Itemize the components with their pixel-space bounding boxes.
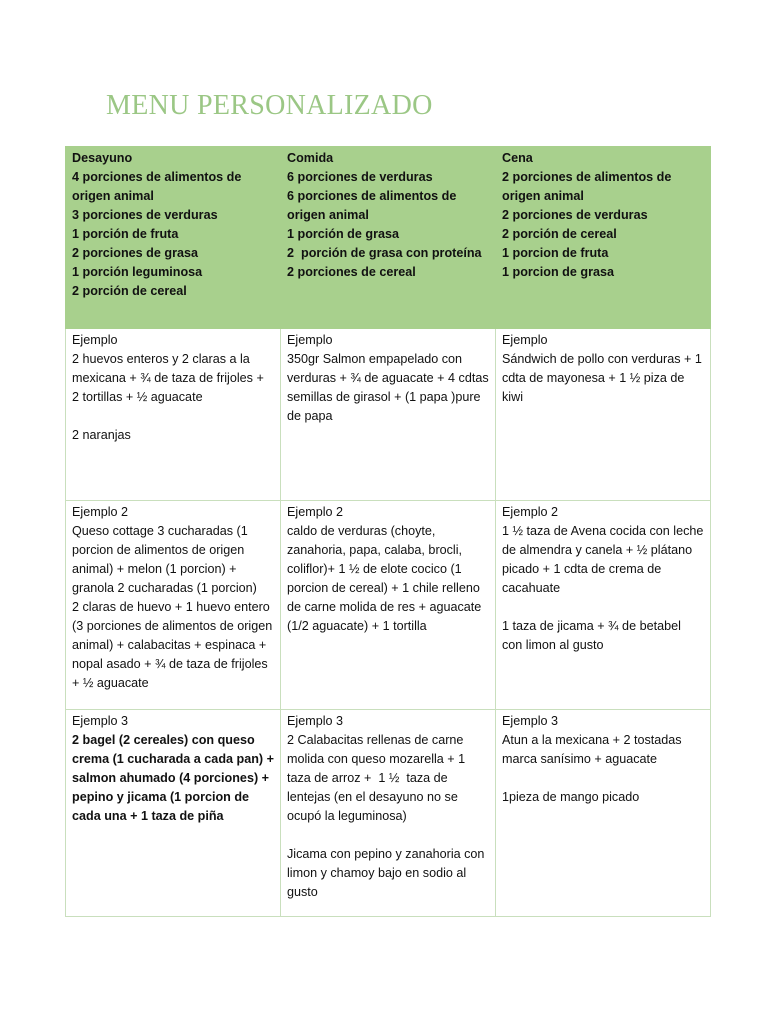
cena-example-1: Ejemplo Sándwich de pollo con verduras + 1 cdta de mayonesa + 1 ½ piza de kiwi	[496, 329, 711, 501]
desayuno-example-1: Ejemplo 2 huevos enteros y 2 claras a la mexicana + ¾ de taza de frijoles + 2 tortillas + ½ aguacate 2 naranjas	[66, 329, 281, 501]
header-desayuno: Desayuno 4 porciones de alimentos de origen animal 3 porciones de verduras 1 porción de fruta 2 porciones de grasa 1 porción leguminosa 2 porción de cereal	[66, 147, 281, 329]
desayuno-example-3-label: Ejemplo 3	[72, 714, 129, 728]
desayuno-example-3	[66, 710, 281, 917]
cena-example-3-label: Ejemplo 3	[502, 714, 559, 728]
cena-example-3-body: Atun a la mexicana + 2 tostadas marca sanísimo + aguacate 1pieza de mango picado	[502, 733, 682, 804]
desayuno-example-3-body: 2 bagel (2 cereales) con queso crema (1 cucharada a cada pan) + salmon ahumado (4 porciones) + pepino y jicama (1 porcion de cada una + 1 taza de piña	[72, 733, 278, 823]
example-row-1	[66, 329, 711, 501]
header-comida: Comida 6 porciones de verduras 6 porciones de alimentos de origen animal 1 porción de grasa 2 porción de grasa con proteína 2 porciones de cereal	[281, 147, 496, 329]
example-row-2	[66, 501, 711, 710]
comida-example-3	[281, 710, 496, 917]
header-row	[66, 147, 711, 329]
page-title: MENU PERSONALIZADO	[106, 90, 433, 121]
cena-example-3	[496, 710, 711, 917]
desayuno-example-2: Ejemplo 2 Queso cottage 3 cucharadas (1 porcion de alimentos de origen animal) + melon (1 porcion) + granola 2 cucharadas (1 porcion) 2 claras de huevo + 1 huevo entero (3 porciones de alimentos de origen animal) + calabacitas + espinaca + nopal asado + ¾ de taza de frijoles + ½ aguacate	[66, 501, 281, 710]
comida-example-1: Ejemplo 350gr Salmon empapelado con verduras + ¾ de aguacate + 4 cdtas semillas de girasol + (1 papa )pure de papa	[281, 329, 496, 501]
comida-example-3-label: Ejemplo 3	[287, 714, 344, 728]
cena-example-2: Ejemplo 2 1 ½ taza de Avena cocida con leche de almendra y canela + ½ plátano picado + 1 cdta de crema de cacahuate 1 taza de jicama + ¾ de betabel con limon al gusto	[496, 501, 711, 710]
comida-example-3-body: 2 Calabacitas rellenas de carne molida con queso mozarella + 1 taza de arroz + 1 ½ taza de lentejas (en el desayuno no se ocupó la leguminosa) Jicama con pepino y zanahoria con limon y chamoy bajo en sodio al gusto	[287, 733, 485, 899]
comida-example-2: Ejemplo 2 caldo de verduras (choyte, zanahoria, papa, calaba, brocli, coliflor)+ 1 ½ de elote cocico (1 porcion de cereal) + 1 chile relleno de carne molida de res + aguacate (1/2 aguacate) + 1 tortilla	[281, 501, 496, 710]
header-cena: Cena 2 porciones de alimentos de origen animal 2 porciones de verduras 2 porción de cereal 1 porcion de fruta 1 porcion de grasa	[496, 147, 711, 329]
menu-table	[65, 146, 711, 917]
example-row-3	[66, 710, 711, 917]
